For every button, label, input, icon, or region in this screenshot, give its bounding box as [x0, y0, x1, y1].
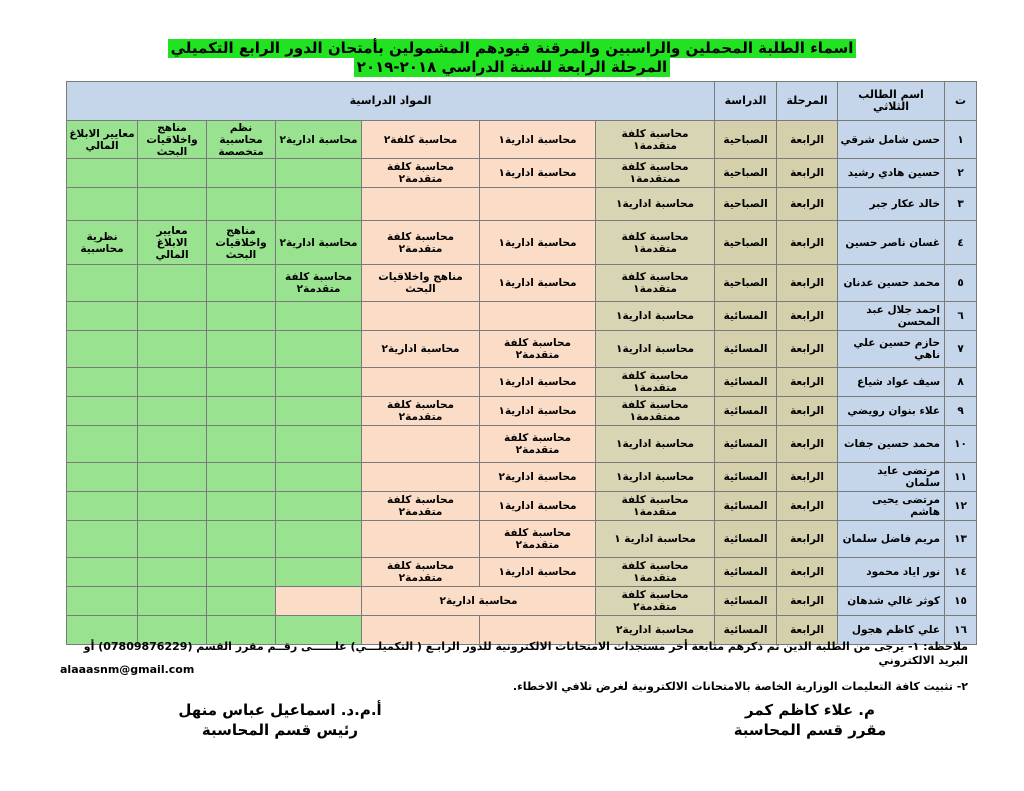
subject-cell: [138, 426, 207, 463]
subject-cell: [207, 397, 276, 426]
subject-cell: [207, 331, 276, 368]
subject-cell: [276, 331, 362, 368]
subject-cell: محاسبة كلفة ممتقدمة١: [596, 397, 715, 426]
subject-cell: [362, 463, 480, 492]
subject-cell: معايير الابلاغ المالي: [138, 221, 207, 265]
table-row: [67, 221, 977, 265]
subject-cell: [67, 302, 138, 331]
subject-cell: [276, 463, 362, 492]
subject-cell: [67, 397, 138, 426]
student-name: خالد عكار جبر: [838, 188, 945, 221]
table-row: [67, 558, 977, 587]
row-number: ١: [945, 121, 977, 159]
student-stage: الرابعة: [777, 558, 838, 587]
subject-cell: [138, 587, 207, 616]
student-stage: الرابعة: [777, 521, 838, 558]
subject-cell: محاسبة ادارية٢: [362, 331, 480, 368]
table-row: [67, 302, 977, 331]
subject-cell: [207, 302, 276, 331]
subject-cell: محاسبة ادارية١: [480, 558, 596, 587]
subject-cell: [67, 188, 138, 221]
document-title: اسماء الطلبة المحملين والراسبين والمرقنة قيودهم المشمولين بأمتحان الدور الرابع التكميلي: [168, 39, 857, 58]
subject-cell: [138, 492, 207, 521]
subject-cell: محاسبة كلفة متقدمة١: [596, 368, 715, 397]
subject-cell: محاسبة كلفة متقدمة١: [596, 121, 715, 159]
subject-cell: [362, 302, 480, 331]
student-study: الصباحية: [715, 188, 777, 221]
row-number: ٧: [945, 331, 977, 368]
subject-cell: [362, 368, 480, 397]
subject-cell: محاسبة كلفة ممتقدمة١: [596, 159, 715, 188]
subject-cell: [138, 265, 207, 302]
subject-cell: [276, 302, 362, 331]
row-number: ١٦: [945, 616, 977, 645]
table-row: [67, 159, 977, 188]
subject-cell: [67, 492, 138, 521]
student-name: نور اياد محمود: [838, 558, 945, 587]
student-name: علاء بنوان رويضي: [838, 397, 945, 426]
student-stage: الرابعة: [777, 188, 838, 221]
student-name: مرتضى يحيى هاشم: [838, 492, 945, 521]
subject-cell: [276, 397, 362, 426]
note-email: alaaasnm@gmail.com: [60, 663, 195, 676]
student-study: الصباحية: [715, 265, 777, 302]
row-number: ٣: [945, 188, 977, 221]
document-subtitle: المرحلة الرابعة للسنة الدراسي ٢٠١٨-٢٠١٩: [354, 58, 670, 77]
student-study: المسائية: [715, 397, 777, 426]
table-row: [67, 492, 977, 521]
row-number: ١٣: [945, 521, 977, 558]
subject-cell: محاسبة ادارية١: [480, 159, 596, 188]
student-study: المسائية: [715, 368, 777, 397]
table-row: [67, 426, 977, 463]
subject-cell: محاسبة ادارية٢: [276, 221, 362, 265]
row-number: ١٠: [945, 426, 977, 463]
rapporteur-name: م. علاء كاظم كمر: [744, 701, 876, 719]
subject-cell: [207, 558, 276, 587]
subject-cell: [362, 521, 480, 558]
subject-cell: [67, 521, 138, 558]
row-number: ٥: [945, 265, 977, 302]
student-stage: الرابعة: [777, 492, 838, 521]
student-name: حسن شامل شرقي: [838, 121, 945, 159]
subject-cell: محاسبة ادارية١: [480, 368, 596, 397]
student-stage: الرابعة: [777, 368, 838, 397]
row-number: ٤: [945, 221, 977, 265]
subject-cell: محاسبة ادارية١: [480, 397, 596, 426]
subject-cell: [276, 426, 362, 463]
student-study: المسائية: [715, 558, 777, 587]
subject-cell: [138, 159, 207, 188]
row-number: ٩: [945, 397, 977, 426]
subject-cell: محاسبة كلفة متقدمة١: [596, 558, 715, 587]
subject-cell: محاسبة ادارية١: [596, 302, 715, 331]
subject-cell: [362, 188, 480, 221]
head-name: أ.م.د. اسماعيل عباس منهل: [178, 701, 382, 719]
header-subjects: المواد الدراسية: [67, 82, 715, 121]
subject-cell: محاسبة كلفة٢: [362, 121, 480, 159]
subject-cell: [276, 368, 362, 397]
table-row: [67, 521, 977, 558]
student-study: المسائية: [715, 331, 777, 368]
subject-cell: [276, 558, 362, 587]
subject-cell: [207, 159, 276, 188]
student-name: محمد حسين عدنان: [838, 265, 945, 302]
row-number: ٦: [945, 302, 977, 331]
subject-cell: محاسبة كلفة متقدمة١: [596, 265, 715, 302]
subject-cell: نظم محاسبية متخصصة: [207, 121, 276, 159]
head-title: رئيس قسم المحاسبة: [201, 721, 359, 739]
student-study: المسائية: [715, 587, 777, 616]
subject-cell: محاسبة ادارية٢: [596, 616, 715, 645]
subject-cell: [276, 492, 362, 521]
subject-cell: محاسبة ادارية١: [480, 121, 596, 159]
student-study: الصباحية: [715, 221, 777, 265]
student-name: غسان ناصر حسين: [838, 221, 945, 265]
row-number: ٨: [945, 368, 977, 397]
student-stage: الرابعة: [777, 265, 838, 302]
subject-cell: [276, 188, 362, 221]
table-row: [67, 397, 977, 426]
subject-cell: [207, 265, 276, 302]
student-name: حسين هادي رشيد: [838, 159, 945, 188]
subject-cell: محاسبة كلفة متقدمة٢: [276, 265, 362, 302]
student-name: مرتضى عايد سلمان: [838, 463, 945, 492]
subject-cell: محاسبة ادارية٢: [276, 121, 362, 159]
subject-cell: [67, 587, 138, 616]
row-number: ١١: [945, 463, 977, 492]
subject-cell: [207, 521, 276, 558]
subject-cell: محاسبة ادارية١: [596, 188, 715, 221]
student-study: المسائية: [715, 492, 777, 521]
student-study: المسائية: [715, 302, 777, 331]
row-number: ١٢: [945, 492, 977, 521]
student-stage: الرابعة: [777, 159, 838, 188]
student-name: احمد جلال عبد المحسن: [838, 302, 945, 331]
header-seq: ت: [945, 82, 977, 121]
subject-cell: محاسبة كلفة متقدمة٢: [362, 221, 480, 265]
student-name: حازم حسين علي ناهي: [838, 331, 945, 368]
subject-cell: [138, 368, 207, 397]
subject-cell: [138, 188, 207, 221]
student-stage: الرابعة: [777, 331, 838, 368]
table-row: [67, 331, 977, 368]
subject-cell: محاسبة ادارية١: [596, 426, 715, 463]
subject-cell: [67, 426, 138, 463]
subject-cell: [67, 265, 138, 302]
subject-cell: محاسبة كلفة متقدمة٢: [480, 426, 596, 463]
student-study: المسائية: [715, 521, 777, 558]
table-row: [67, 121, 977, 159]
rapporteur-title: مقرر قسم المحاسبة: [733, 721, 887, 739]
student-stage: الرابعة: [777, 616, 838, 645]
students-table: [66, 81, 977, 645]
subject-cell: مناهج واخلاقيات البحث: [362, 265, 480, 302]
subject-cell: [67, 331, 138, 368]
subject-cell: [138, 558, 207, 587]
student-stage: الرابعة: [777, 426, 838, 463]
subject-cell: [67, 463, 138, 492]
subject-cell: محاسبة ادارية ١: [596, 521, 715, 558]
subject-cell: [362, 426, 480, 463]
subject-cell: [207, 463, 276, 492]
row-number: ١٥: [945, 587, 977, 616]
student-study: المسائية: [715, 463, 777, 492]
row-number: ١٤: [945, 558, 977, 587]
header-study: الدراسة: [715, 82, 777, 121]
subject-cell: محاسبة كلفة متقدمة٢: [362, 558, 480, 587]
signature-rapporteur: [705, 700, 915, 740]
subject-cell: [276, 521, 362, 558]
signature-head: [175, 700, 385, 740]
subject-cell: مناهج واخلاقيات البحث: [138, 121, 207, 159]
student-study: المسائية: [715, 426, 777, 463]
subject-cell: [138, 397, 207, 426]
table-row: [67, 587, 977, 616]
note-line-1: ملاحظة: ١- يرجى من الطلبة الذين تم ذكرهم متابعة أخر مستجدات الامتحانات الالكترونية للدور الرابـع ( التكميلـــي) علــــــى رقــم مقرر القسم (07809876229) أو البريد الالكتروني: [83, 640, 968, 667]
subject-cell: محاسبة ادارية١: [480, 492, 596, 521]
header-stage: المرحلة: [777, 82, 838, 121]
subject-cell: [138, 463, 207, 492]
subject-cell: [67, 368, 138, 397]
student-name: سيف عواد شياع: [838, 368, 945, 397]
student-study: الصباحية: [715, 121, 777, 159]
subject-cell: [67, 159, 138, 188]
subject-cell: محاسبة ادارية١: [596, 331, 715, 368]
subject-cell: محاسبة كلفة متقدمة٢: [596, 587, 715, 616]
subject-cell: [207, 188, 276, 221]
student-stage: الرابعة: [777, 221, 838, 265]
table-row: [67, 188, 977, 221]
student-name: كوثر غالي شدهان: [838, 587, 945, 616]
student-name: مريم فاضل سلمان: [838, 521, 945, 558]
subject-cell: [276, 159, 362, 188]
subject-cell: [67, 558, 138, 587]
student-stage: الرابعة: [777, 121, 838, 159]
student-study: الصباحية: [715, 159, 777, 188]
table-header-row: [67, 82, 977, 121]
note-line-2: ٢- تثبيت كافة التعليمات الوزارية الخاصة بالامتحانات الالكترونية لغرض تلافي الاخطاء.: [512, 680, 968, 693]
subject-cell: محاسبة ادارية١: [480, 221, 596, 265]
subject-cell: [207, 368, 276, 397]
student-name: علي كاظم هجول: [838, 616, 945, 645]
row-number: ٢: [945, 159, 977, 188]
subject-cell: معايير الابلاغ المالي: [67, 121, 138, 159]
subject-cell: [138, 331, 207, 368]
subject-cell: [207, 426, 276, 463]
subject-cell: محاسبة كلفة متقدمة٢: [362, 492, 480, 521]
student-study: المسائية: [715, 616, 777, 645]
subject-cell: محاسبة كلفة متقدمة٢: [362, 397, 480, 426]
subject-cell: [276, 587, 362, 616]
subject-cell: محاسبة ادارية١: [480, 265, 596, 302]
subject-cell: نظرية محاسبية: [67, 221, 138, 265]
subject-cell: محاسبة كلفة متقدمة٢: [480, 521, 596, 558]
header-name: اسم الطالب الثلاثي: [838, 82, 945, 121]
subject-cell: [480, 188, 596, 221]
student-stage: الرابعة: [777, 587, 838, 616]
subject-cell: [138, 521, 207, 558]
student-stage: الرابعة: [777, 397, 838, 426]
student-name: محمد حسين جفات: [838, 426, 945, 463]
table-row: [67, 368, 977, 397]
subject-cell: [138, 302, 207, 331]
table-row: [67, 463, 977, 492]
subject-cell: محاسبة كلفة متقدمة١: [596, 221, 715, 265]
subject-cell: محاسبة ادارية١: [596, 463, 715, 492]
subject-cell: محاسبة كلفة متقدمة١: [596, 492, 715, 521]
table-row: [67, 265, 977, 302]
subject-cell: [207, 492, 276, 521]
subject-cell: محاسبة كلفة متقدمة٢: [480, 331, 596, 368]
subject-cell: محاسبة ادارية٢: [480, 463, 596, 492]
subject-cell: مناهج واخلاقيات البحث: [207, 221, 276, 265]
subject-cell: محاسبة كلفة متقدمة٢: [362, 159, 480, 188]
subject-cell: محاسبة ادارية٢: [362, 587, 596, 616]
student-stage: الرابعة: [777, 463, 838, 492]
student-stage: الرابعة: [777, 302, 838, 331]
subject-cell: [207, 587, 276, 616]
subject-cell: [480, 302, 596, 331]
